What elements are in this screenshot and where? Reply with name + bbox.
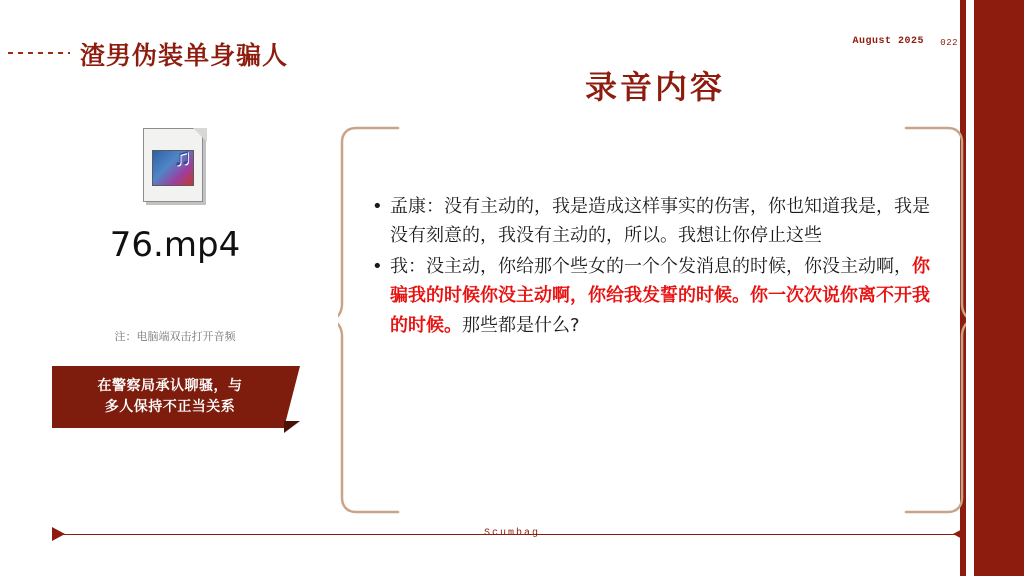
ribbon-line-1: 在警察局承认聊骚，与 — [97, 378, 243, 394]
audio-file-icon[interactable] — [143, 128, 207, 206]
header-date: August 2025 — [852, 36, 924, 47]
footer-label: Scumbag — [483, 528, 540, 539]
transcript-segment-highlight: 你骗我的时候你没主动啊，你给我发誓的时候。你一次次说你离不开我的时候。 — [390, 256, 930, 336]
bullet-icon: • — [372, 256, 383, 278]
list-item — [372, 252, 932, 339]
transcript-segment: 孟康：没有主动的，我是造成这样事实的伤害，你也知道我是，我是没有刻意的，我没有主动的，所以。我想让你停止这些 — [390, 196, 930, 247]
file-name-label: 76.mp4 — [109, 225, 241, 265]
bullet-icon: • — [372, 196, 383, 217]
ribbon-text — [52, 366, 288, 428]
transcript-list — [372, 192, 932, 342]
header-title: 渣男伪装单身骗人 — [80, 41, 289, 70]
right-decorative-band — [974, 0, 1024, 576]
ribbon-line-2: 多人保持不正当关系 — [104, 399, 236, 415]
transcript-segment: 我：没主动，你给那个些女的一个个发消息的时候，你没主动啊， — [390, 256, 912, 278]
file-hint-note: 注：电脑端双击打开音频 — [114, 330, 236, 343]
transcript-segment: 那些都是什么? — [462, 314, 580, 336]
transcript-line-1 — [390, 192, 932, 250]
file-corner-fold-icon — [193, 128, 207, 142]
page-title: 录音内容 — [584, 68, 725, 106]
header-page-number: 022 — [940, 38, 958, 48]
music-note-icon: ♫ — [173, 144, 191, 171]
ribbon-banner — [52, 366, 300, 428]
transcript-line-2 — [390, 252, 932, 339]
list-item — [372, 192, 932, 250]
header-dotted-rule-icon — [8, 52, 70, 54]
